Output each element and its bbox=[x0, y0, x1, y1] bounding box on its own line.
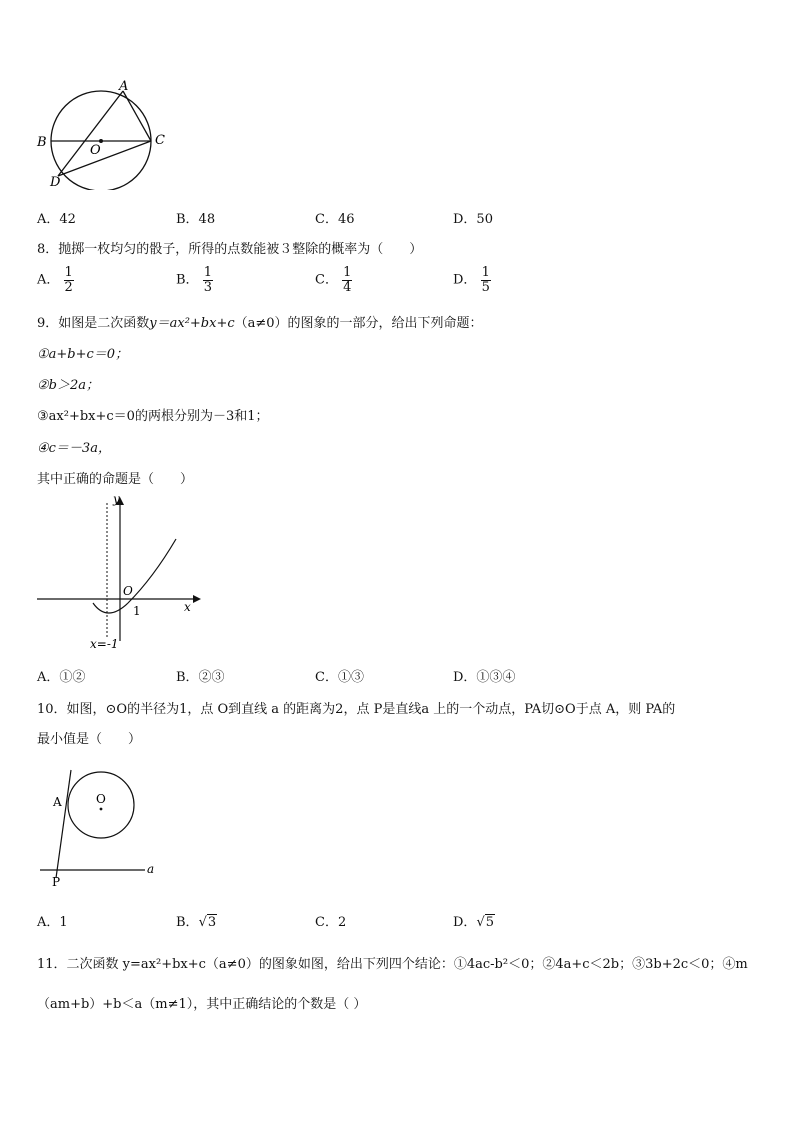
q8-stem: 8．抛掷一枚均匀的骰子，所得的点数能被３整除的概率为（ ） bbox=[37, 242, 423, 257]
q9-x-arrow bbox=[193, 595, 201, 603]
q10-label-O: O bbox=[96, 792, 106, 806]
q10-center-dot bbox=[100, 808, 103, 811]
q10-option-a: A．1 bbox=[37, 915, 68, 930]
q10-stem-line1: 10．如图，⊙O的半径为1，点 O到直线 a 的距离为2，点 P是直线a 上的一个动点，PA切⊙O于点 A，则 PA的 bbox=[37, 702, 676, 717]
q9-item-4: ④c＝－3a， bbox=[37, 441, 111, 456]
q7-label-B: B bbox=[37, 135, 47, 150]
q9-item-3: ③ax²+bx+c＝0的两根分别为－3和1； bbox=[37, 409, 269, 424]
q9-parabola-curve bbox=[93, 539, 176, 613]
q7-option-a: A．42 bbox=[37, 212, 76, 227]
q7-circle-figure bbox=[30, 78, 180, 190]
q9-option-c: C．①③ bbox=[315, 670, 364, 685]
q8-option-a: A． $\frac{1}{2}$ bbox=[37, 265, 73, 295]
q9-label-O: O bbox=[123, 584, 133, 598]
q9-parabola-figure bbox=[33, 493, 203, 653]
q7-label-A: A bbox=[119, 79, 129, 94]
q11-stem-line2: （am+b）+b＜a（m≠1），其中正确结论的个数是（ ） bbox=[37, 997, 367, 1012]
q10-label-a: a bbox=[147, 862, 155, 876]
q10-tangent-PA bbox=[56, 770, 71, 878]
q9-option-a: A．①② bbox=[37, 670, 86, 685]
q7-option-b: B．48 bbox=[176, 212, 216, 227]
q9-option-b: B．②③ bbox=[176, 670, 225, 685]
q11-stem-line1: 11．二次函数 y=ax²+bx+c（a≠0）的图象如图，给出下列四个结论：①4ac-b²＜0；②4a+c＜2b；③3b+2c＜0；④m bbox=[37, 957, 748, 972]
q7-chord-AC bbox=[123, 91, 151, 141]
q10-option-b: B．√3 bbox=[176, 915, 217, 930]
q9-item-2: ②b＞2a； bbox=[37, 378, 99, 393]
q10-label-P: P bbox=[52, 875, 61, 889]
q9-label-y: y bbox=[113, 493, 120, 506]
q8-option-c: C． $\frac{1}{4}$ bbox=[315, 265, 352, 295]
q9-item-1: ①a+b+c＝0； bbox=[37, 347, 129, 362]
q10-label-A: A bbox=[53, 795, 62, 809]
q10-stem-line2: 最小值是（ ） bbox=[37, 732, 142, 747]
q9-stem: 9．如图是二次函数y＝ax²+bx+c（a≠0）的图象的一部分，给出下列命题： bbox=[37, 316, 483, 331]
q8-option-d: D． $\frac{1}{5}$ bbox=[453, 265, 490, 295]
q8-option-b: B． $\frac{1}{3}$ bbox=[176, 265, 212, 295]
q10-option-c: C．2 bbox=[315, 915, 347, 930]
q7-option-d: D．50 bbox=[453, 212, 493, 227]
q9-label-one: 1 bbox=[133, 604, 141, 618]
q10-option-d: D．√5 bbox=[453, 915, 495, 930]
q9-ask: 其中正确的命题是（ ） bbox=[37, 472, 194, 487]
q10-tangent-figure bbox=[40, 765, 165, 890]
q7-label-C: C bbox=[155, 133, 165, 148]
q9-option-d: D．①③④ bbox=[453, 670, 516, 685]
q7-option-c: C．46 bbox=[315, 212, 355, 227]
q9-label-x: x bbox=[184, 600, 191, 614]
q9-label-axis: x=-1 bbox=[90, 637, 119, 651]
q7-label-O: O bbox=[90, 143, 101, 158]
q7-label-D: D bbox=[50, 175, 61, 190]
